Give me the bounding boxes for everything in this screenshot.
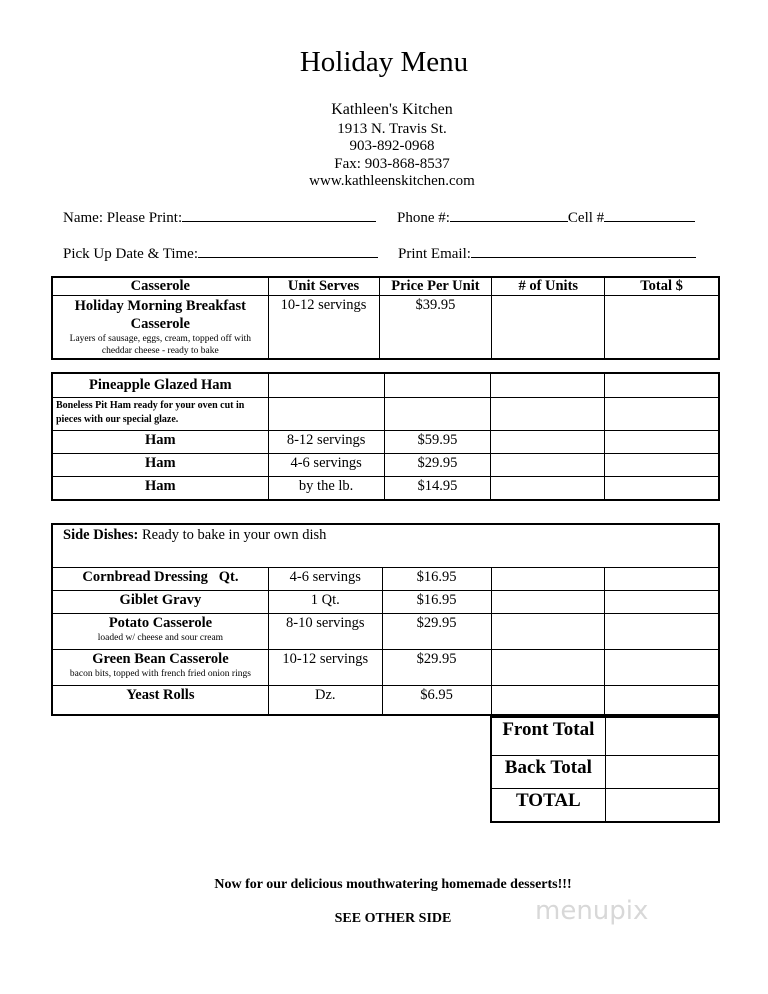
col-header-units: # of Units — [492, 278, 605, 296]
price-cell: $59.95 — [384, 431, 491, 454]
total-input[interactable] — [605, 591, 719, 614]
phone-line[interactable] — [450, 207, 568, 222]
business-website: www.kathleenskitchen.com — [309, 173, 475, 189]
total-input[interactable] — [605, 454, 719, 477]
side-desc: bacon bits, topped with french fried onion rings — [69, 669, 251, 679]
item-cell — [53, 296, 269, 359]
ham-title: Pineapple Glazed Ham — [53, 374, 269, 398]
side-name: Potato Casserole — [108, 615, 213, 631]
ham-desc-row — [53, 398, 719, 431]
table-row — [53, 454, 719, 477]
side-name: Green Bean Casserole — [92, 651, 229, 667]
back-total-label: Back Total — [492, 756, 606, 789]
watermark-logo: menupix — [535, 896, 649, 926]
price-cell: $29.95 — [384, 454, 491, 477]
phone-label: Phone #: — [397, 210, 450, 226]
price-cell: $16.95 — [382, 568, 491, 591]
totals-table — [491, 717, 719, 822]
business-name: Kathleen's Kitchen — [331, 101, 453, 118]
serves-cell: 10-12 servings — [268, 650, 382, 686]
total-input[interactable] — [605, 431, 719, 454]
price-cell: $29.95 — [382, 650, 491, 686]
front-total-input[interactable] — [605, 718, 718, 756]
units-input[interactable] — [491, 477, 605, 500]
units-input[interactable] — [491, 431, 605, 454]
col-header-price: Price Per Unit — [379, 278, 492, 296]
sides-table — [52, 524, 719, 715]
price-cell: $6.95 — [382, 686, 491, 715]
name-line[interactable] — [182, 207, 376, 222]
email-field[interactable] — [398, 243, 696, 263]
side-name: Giblet Gravy — [53, 591, 269, 614]
col-header-total: Total $ — [605, 278, 719, 296]
units-input[interactable] — [491, 591, 605, 614]
table-row — [53, 477, 719, 500]
col-header-casserole: Casserole — [53, 278, 269, 296]
side-cell — [53, 650, 269, 686]
grand-total-label: TOTAL — [492, 789, 606, 822]
page-title: Holiday Menu — [299, 46, 469, 78]
units-input[interactable] — [492, 296, 605, 359]
units-input[interactable] — [491, 568, 605, 591]
units-input[interactable] — [491, 686, 605, 715]
total-input[interactable] — [605, 650, 719, 686]
table-row — [53, 686, 719, 715]
side-cell — [53, 614, 269, 650]
units-input[interactable] — [491, 454, 605, 477]
back-total-input[interactable] — [605, 756, 718, 789]
sides-title-rest: Ready to bake in your own dish — [138, 527, 327, 543]
phone-field[interactable] — [397, 207, 695, 227]
ham-desc: Boneless Pit Ham ready for your oven cut in pieces with our special glaze. — [53, 398, 269, 431]
side-desc: loaded w/ cheese and sour cream — [97, 633, 224, 643]
cell-label: Cell # — [567, 210, 605, 226]
price-cell: $29.95 — [382, 614, 491, 650]
total-input[interactable] — [605, 614, 719, 650]
pickup-line[interactable] — [198, 243, 378, 258]
total-input[interactable] — [605, 568, 719, 591]
name-field[interactable] — [63, 207, 376, 227]
email-line[interactable] — [471, 243, 696, 258]
sides-title-bold: Side Dishes: — [63, 527, 139, 543]
cell-line[interactable] — [604, 207, 695, 222]
serves-cell: by the lb. — [268, 477, 384, 500]
item-name: Holiday Morning Breakfast Casserole — [74, 298, 246, 332]
serves-cell: 4-6 servings — [268, 454, 384, 477]
grand-total-row — [492, 789, 719, 822]
ham-name: Ham — [53, 477, 269, 500]
serves-cell: 8-12 servings — [268, 431, 384, 454]
sides-title-row — [53, 525, 719, 568]
total-input[interactable] — [605, 686, 719, 715]
dessert-promo: Now for our delicious mouthwatering homemade desserts!!! — [214, 877, 572, 892]
casserole-header-row — [53, 278, 719, 296]
item-desc: Layers of sausage, eggs, cream, topped off with cheddar cheese - ready to bake — [69, 334, 251, 356]
ham-name: Ham — [53, 454, 269, 477]
casserole-table — [52, 277, 719, 359]
pickup-label: Pick Up Date & Time: — [63, 246, 199, 262]
serves-cell: 10-12 servings — [268, 296, 379, 359]
ham-table — [52, 373, 719, 500]
side-name: Cornbread Dressing Qt. — [53, 568, 269, 591]
business-address: 1913 N. Travis St. — [337, 121, 447, 137]
serves-cell: 4-6 servings — [268, 568, 382, 591]
col-header-serves: Unit Serves — [268, 278, 379, 296]
table-row — [53, 591, 719, 614]
business-phone: 903-892-0968 — [349, 138, 435, 154]
table-row — [53, 650, 719, 686]
table-row — [53, 431, 719, 454]
side-name: Yeast Rolls — [53, 686, 269, 715]
table-row — [53, 568, 719, 591]
ham-title-row — [53, 374, 719, 398]
total-input[interactable] — [605, 296, 719, 359]
total-input[interactable] — [605, 477, 719, 500]
sides-title — [53, 525, 719, 568]
price-cell: $16.95 — [382, 591, 491, 614]
price-cell: $14.95 — [384, 477, 491, 500]
table-row — [53, 614, 719, 650]
price-cell: $39.95 — [379, 296, 492, 359]
ham-name: Ham — [53, 431, 269, 454]
serves-cell: Dz. — [268, 686, 382, 715]
serves-cell: 8-10 servings — [268, 614, 382, 650]
grand-total-input[interactable] — [605, 789, 718, 822]
front-total-label: Front Total — [492, 718, 606, 756]
pickup-field[interactable] — [63, 243, 378, 263]
table-row — [53, 296, 719, 359]
back-total-row — [492, 756, 719, 789]
units-input[interactable] — [491, 650, 605, 686]
units-input[interactable] — [491, 614, 605, 650]
front-total-row — [492, 718, 719, 756]
name-label: Name: Please Print: — [63, 210, 183, 226]
serves-cell: 1 Qt. — [268, 591, 382, 614]
business-fax: Fax: 903-868-8537 — [334, 156, 450, 172]
see-other-side: SEE OTHER SIDE — [334, 911, 452, 926]
email-label: Print Email: — [398, 246, 471, 262]
